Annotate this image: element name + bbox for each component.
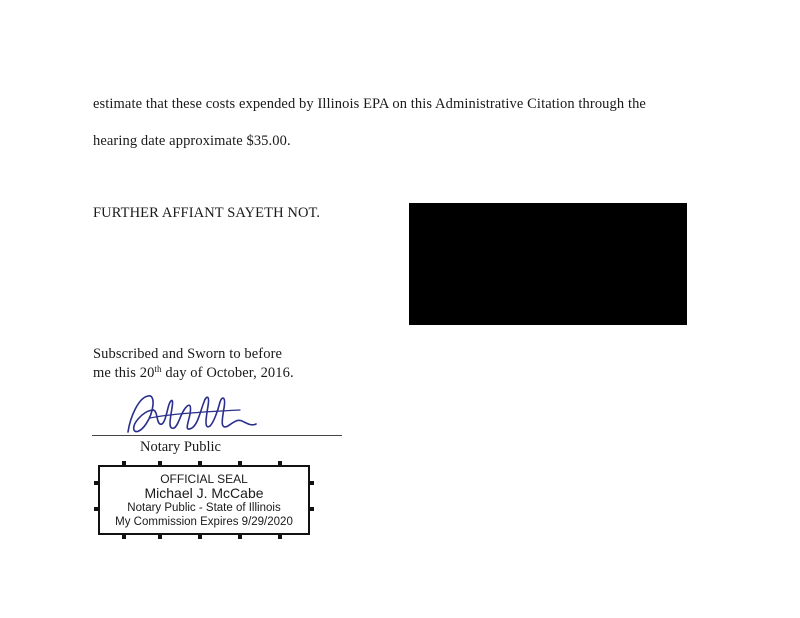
- signature-line: [92, 435, 342, 436]
- notary-public-label: Notary Public: [140, 439, 221, 455]
- jurat-line-1: Subscribed and Sworn to before: [93, 346, 283, 362]
- jurat-line-2: [93, 365, 294, 382]
- redaction-box: [409, 203, 687, 325]
- jurat-ordinal-suffix: th: [154, 364, 162, 374]
- seal-notary-role: Notary Public - State of Illinois: [127, 502, 281, 514]
- jurat-date-prefix: me this 20: [93, 365, 155, 381]
- body-text-line-1: estimate that these costs expended by Illinois EPA on this Administrative Citation through the: [93, 96, 646, 112]
- jurat-date-suffix: day of October, 2016.: [161, 365, 294, 381]
- seal-title: OFFICIAL SEAL: [160, 472, 248, 486]
- seal-notary-name: Michael J. McCabe: [144, 485, 264, 501]
- seal-commission-expiry: My Commission Expires 9/29/2020: [115, 516, 293, 528]
- official-seal-stamp: [98, 465, 310, 535]
- body-text-line-2: hearing date approximate $35.00.: [93, 133, 291, 149]
- closing-statement: FURTHER AFFIANT SAYETH NOT.: [93, 205, 321, 221]
